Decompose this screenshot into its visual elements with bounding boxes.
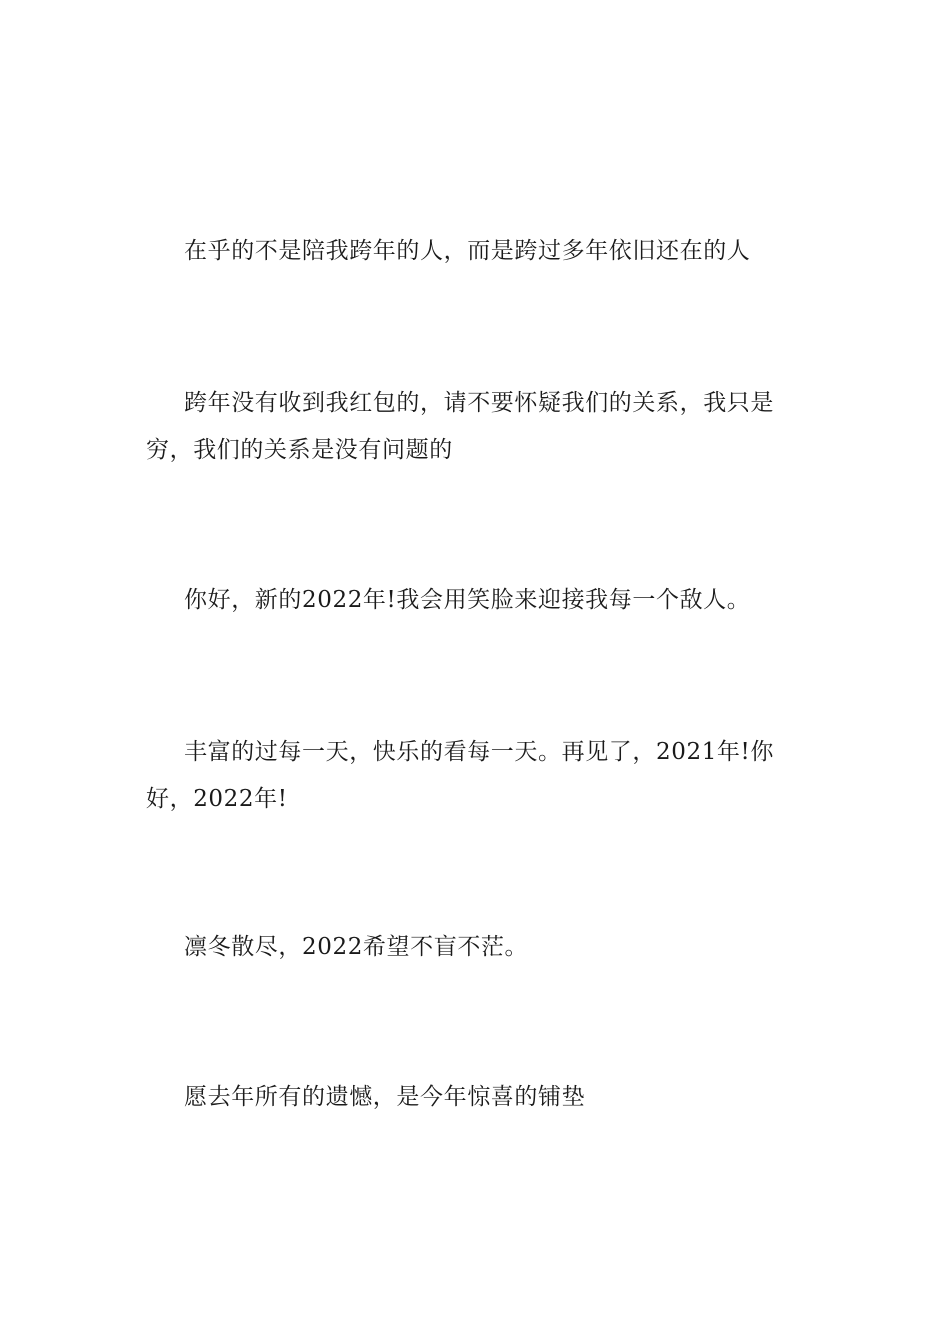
- paragraph-6: 愿去年所有的遗憾，是今年惊喜的铺垫: [184, 1084, 586, 1110]
- paragraph-2: 跨年没有收到我红包的，请不要怀疑我们的关系，我只是穷，我们的关系是没有问题的: [146, 390, 774, 463]
- paragraph-4: 丰富的过每一天，快乐的看每一天。再见了，2021年!你好，2022年!: [146, 739, 774, 812]
- paragraph-5: 凛冬散尽，2022希望不盲不茫。: [184, 934, 529, 960]
- paragraph-1: 在乎的不是陪我跨年的人，而是跨过多年依旧还在的人: [184, 238, 751, 264]
- paragraph-3: 你好，新的2022年!我会用笑脸来迎接我每一个敌人。: [184, 587, 751, 613]
